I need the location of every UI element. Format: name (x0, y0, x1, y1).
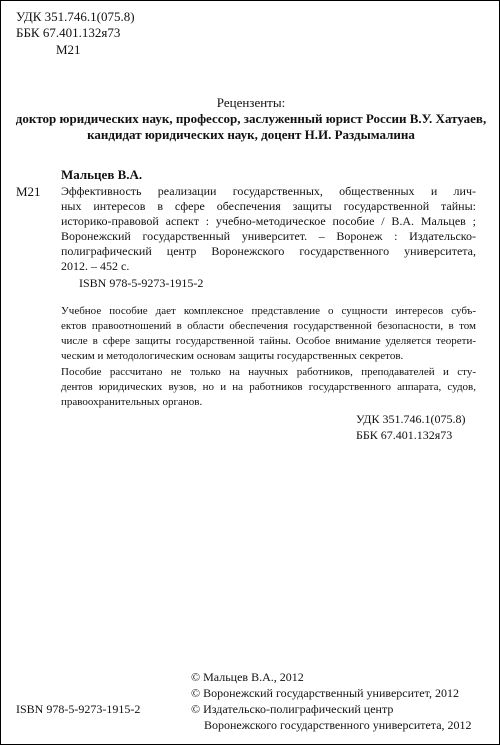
reviewer-line-2: кандидат юридических наук, доцент Н.И. Раздымалина (87, 127, 415, 142)
header-udk: УДК 351.746.1(075.8) (16, 9, 135, 24)
annotation-paragraph-1 (61, 304, 476, 364)
catalog-author: Мальцев В.А. (61, 167, 143, 182)
catalog-code: М21 (16, 184, 41, 199)
header-code: М21 (56, 42, 81, 57)
catalog-description (61, 184, 476, 274)
annotation-p2-line-1: Пособие рассчитано не только на научных работников, преподавателей и сту- (61, 366, 476, 378)
footer-isbn: ISBN 978-5-9273-1915-2 (16, 702, 141, 716)
annotation-p2-line-2: дентов юридических вузов, но и на работников государственного аппарата, судов, (61, 381, 476, 393)
annotation-p1-line-2: ектов правоотношений в области обеспечения государственной безопасности, в том (61, 320, 476, 332)
catalog-line-5: полиграфический центр Воронежского государственного университета, (61, 244, 476, 258)
reviewer-line-1: доктор юридических наук, профессор, заслуженный юрист России В.У. Хатуаев, (15, 111, 487, 126)
annotation-paragraph-2 (61, 365, 476, 410)
catalog-isbn: ISBN 978-5-9273-1915-2 (79, 276, 204, 290)
copyright-publisher-cont: Воронежского государственного университета, 2012 (204, 718, 472, 732)
annotation-p1-line-1: Учебное пособие дает комплексное представление о сущности интересов субъ- (61, 305, 476, 317)
copyright-university: © Воронежский государственный университет, 2012 (191, 686, 459, 700)
classification-udk: УДК 351.746.1(075.8) (356, 412, 466, 426)
catalog-line-1: Эффективность реализации государственных, общественных и лич- (61, 184, 476, 198)
copyright-publisher: © Издательско-полиграфический центр (191, 702, 394, 716)
annotation-p1-line-4: ческим и методологическим основам защиты государственных секретов. (61, 350, 404, 362)
catalog-line-6: 2012. – 452 с. (61, 259, 130, 273)
annotation-p1-line-3: числе в сфере защиты государственной тайны. Особое внимание уделяется теорети- (61, 335, 476, 347)
copyright-author: © Мальцев В.А., 2012 (191, 670, 304, 684)
catalog-line-2: ных интересов в сфере обеспечения защиты государственной тайны: (61, 199, 476, 213)
reviewers-title: Рецензенты: (216, 95, 286, 110)
catalog-line-3: историко-правовой аспект : учебно-методическое пособие / В.А. Мальцев ; (61, 214, 476, 228)
annotation-p2-line-3: правоохранительных органов. (61, 396, 203, 408)
catalog-line-4: Воронежский государственный университет. – Воронеж : Издательско- (61, 229, 476, 243)
header-bbk: ББК 67.401.132я73 (16, 25, 121, 40)
classification-bbk: ББК 67.401.132я73 (356, 428, 453, 442)
